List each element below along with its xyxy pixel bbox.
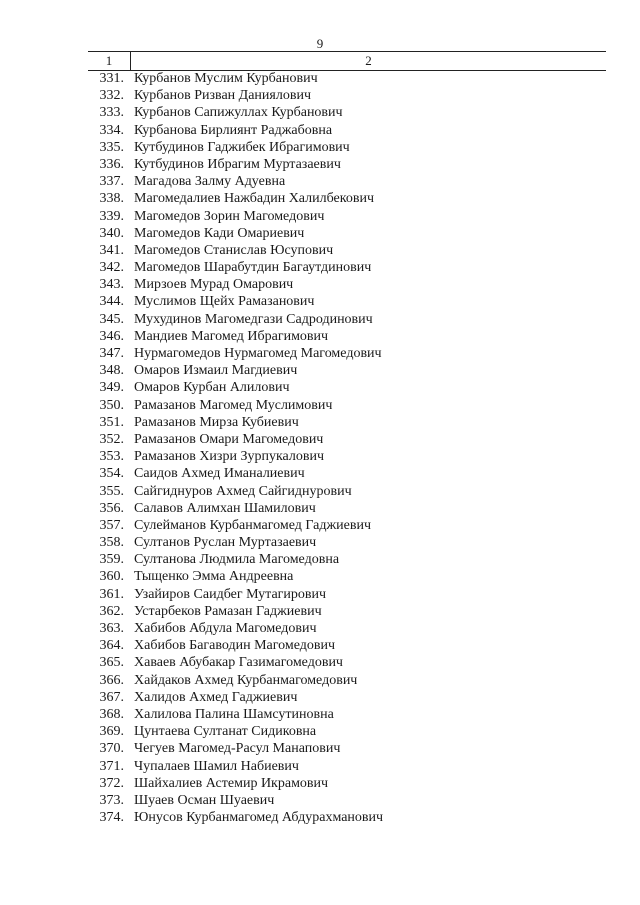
list-item xyxy=(0,672,640,689)
list-item xyxy=(0,225,640,242)
row-name: Кутбудинов Гаджибек Ибрагимович xyxy=(134,139,350,155)
row-name: Магомедов Станислав Юсупович xyxy=(134,242,334,258)
list-item xyxy=(0,259,640,276)
list-item xyxy=(0,465,640,482)
row-number: 369. xyxy=(99,724,124,740)
list-item xyxy=(0,190,640,207)
row-number: 339. xyxy=(99,208,124,224)
row-number: 351. xyxy=(99,414,124,430)
row-name: Рамазанов Хизри Зурпукалович xyxy=(134,449,325,465)
row-number: 333. xyxy=(99,105,124,121)
row-number: 344. xyxy=(99,294,124,310)
row-number: 337. xyxy=(99,174,124,190)
list-item xyxy=(0,242,640,259)
row-number: 342. xyxy=(99,260,124,276)
list-item xyxy=(0,276,640,293)
row-name: Рамазанов Омари Магомедович xyxy=(134,431,324,447)
row-number: 368. xyxy=(99,706,124,722)
list-item xyxy=(0,758,640,775)
row-number: 374. xyxy=(99,810,124,826)
row-name: Магомедов Шарабутдин Багаутдинович xyxy=(134,260,372,276)
row-number: 359. xyxy=(99,552,124,568)
row-name: Магомедалиев Нажбадин Халилбекович xyxy=(134,191,374,207)
row-number: 335. xyxy=(99,139,124,155)
list-item xyxy=(0,293,640,310)
row-name: Сулейманов Курбанмагомед Гаджиевич xyxy=(134,517,371,533)
list-item xyxy=(0,87,640,104)
list-item xyxy=(0,139,640,156)
row-name: Устарбеков Рамазан Гаджиевич xyxy=(134,603,322,619)
list-item xyxy=(0,740,640,757)
row-number: 341. xyxy=(99,242,124,258)
list-item xyxy=(0,534,640,551)
table-header-col-2: 2 xyxy=(365,53,372,68)
row-number: 345. xyxy=(99,311,124,327)
list-item xyxy=(0,208,640,225)
row-name: Чупалаев Шамил Набиевич xyxy=(134,758,299,774)
row-name: Султанова Людмила Магомедовна xyxy=(134,552,340,568)
row-number: 332. xyxy=(99,88,124,104)
row-name: Кутбудинов Ибрагим Муртазаевич xyxy=(134,156,341,172)
row-name: Султанов Руслан Муртазаевич xyxy=(134,535,317,551)
row-number: 371. xyxy=(99,758,124,774)
row-number: 364. xyxy=(99,638,124,654)
row-number: 340. xyxy=(99,225,124,241)
list-item xyxy=(0,483,640,500)
list-item xyxy=(0,397,640,414)
row-name: Хабибов Абдула Магомедович xyxy=(134,621,317,636)
row-name: Мирзоев Мурад Омарович xyxy=(134,277,294,293)
list-item xyxy=(0,586,640,603)
row-number: 353. xyxy=(99,449,124,465)
list-item xyxy=(0,414,640,431)
row-name: Омаров Измаил Магдиевич xyxy=(134,363,298,379)
list-item xyxy=(0,70,640,87)
row-name: Муслимов Щейх Рамазанович xyxy=(134,294,315,310)
row-name: Омаров Курбан Алилович xyxy=(134,380,290,396)
row-name: Тыщенко Эмма Андреевна xyxy=(134,569,294,585)
row-number: 357. xyxy=(99,517,124,533)
row-number: 350. xyxy=(99,397,124,413)
row-name: Магадова Залму Адуевна xyxy=(134,174,286,190)
list-item xyxy=(0,792,640,809)
list-item xyxy=(0,156,640,173)
row-name: Сайгиднуров Ахмед Сайгиднурович xyxy=(134,483,352,499)
list-item xyxy=(0,637,640,654)
row-number: 365. xyxy=(99,655,124,671)
row-number: 373. xyxy=(99,792,124,808)
list-item xyxy=(0,775,640,792)
list-item xyxy=(0,173,640,190)
row-name: Мухудинов Магомедгази Садродинович xyxy=(134,311,373,327)
list-item xyxy=(0,104,640,121)
row-number: 336. xyxy=(99,156,124,172)
list-item xyxy=(0,379,640,396)
list-item xyxy=(0,345,640,362)
row-number: 370. xyxy=(99,741,124,757)
row-number: 347. xyxy=(99,346,124,361)
row-name: Узайиров Саидбег Мутагирович xyxy=(134,586,327,602)
row-name: Халидов Ахмед Гаджиевич xyxy=(134,689,298,705)
list-item xyxy=(0,689,640,706)
row-number: 360. xyxy=(99,569,124,585)
row-name: Курбанов Муслим Курбанович xyxy=(134,71,318,86)
row-name: Халилова Палина Шамсутиновна xyxy=(134,706,334,722)
row-name: Рамазанов Мирза Кубиевич xyxy=(134,414,299,430)
row-name: Чегуев Магомед-Расул Манапович xyxy=(134,741,341,757)
table-header xyxy=(88,51,606,71)
row-number: 355. xyxy=(99,483,124,499)
name-list xyxy=(0,70,640,826)
row-number: 356. xyxy=(99,500,124,516)
list-item xyxy=(0,431,640,448)
row-number: 349. xyxy=(99,380,124,396)
row-number: 354. xyxy=(99,466,124,482)
row-name: Шуаев Осман Шуаевич xyxy=(134,792,275,808)
list-item xyxy=(0,603,640,620)
list-item xyxy=(0,654,640,671)
row-name: Мандиев Магомед Ибрагимович xyxy=(134,328,329,344)
row-name: Хабибов Багаводин Магомедович xyxy=(134,638,336,654)
row-name: Нурмагомедов Нурмагомед Магомедович xyxy=(134,346,382,361)
list-item xyxy=(0,311,640,328)
row-number: 348. xyxy=(99,363,124,379)
row-name: Цунтаева Султанат Сидиковна xyxy=(134,724,317,740)
list-item xyxy=(0,517,640,534)
list-item xyxy=(0,500,640,517)
list-item xyxy=(0,809,640,826)
row-number: 358. xyxy=(99,535,124,551)
row-number: 363. xyxy=(99,621,124,636)
row-name: Курбанова Бирлиянт Раджабовна xyxy=(134,122,333,138)
row-name: Юнусов Курбанмагомед Абдурахманович xyxy=(134,810,384,826)
row-name: Салавов Алимхан Шамилович xyxy=(134,500,316,516)
list-item xyxy=(0,448,640,465)
row-name: Магомедов Зорин Магомедович xyxy=(134,208,325,224)
list-item xyxy=(0,568,640,585)
row-name: Курбанов Ризван Даниялович xyxy=(134,88,311,104)
list-item xyxy=(0,328,640,345)
row-number: 362. xyxy=(99,603,124,619)
row-number: 346. xyxy=(99,328,124,344)
row-name: Хаваев Абубакар Газимагомедович xyxy=(134,655,343,671)
row-number: 331. xyxy=(99,71,124,86)
row-number: 338. xyxy=(99,191,124,207)
list-item xyxy=(0,551,640,568)
list-item xyxy=(0,362,640,379)
row-name: Магомедов Кади Омариевич xyxy=(134,225,305,241)
row-number: 361. xyxy=(99,586,124,602)
row-number: 352. xyxy=(99,431,124,447)
list-item xyxy=(0,706,640,723)
row-number: 366. xyxy=(99,672,124,688)
page-number: 9 xyxy=(316,36,324,51)
row-number: 367. xyxy=(99,689,124,705)
list-item xyxy=(0,122,640,139)
table-header-col-1: 1 xyxy=(88,52,131,70)
row-name: Хайдаков Ахмед Курбанмагомедович xyxy=(134,672,358,688)
row-number: 372. xyxy=(99,775,124,791)
list-item xyxy=(0,620,640,637)
row-name: Рамазанов Магомед Муслимович xyxy=(134,397,333,413)
row-number: 343. xyxy=(99,277,124,293)
row-number: 334. xyxy=(99,122,124,138)
row-name: Курбанов Сапижуллах Курбанович xyxy=(134,105,343,121)
row-name: Шайхалиев Астемир Икрамович xyxy=(134,775,329,791)
list-item xyxy=(0,723,640,740)
row-name: Саидов Ахмед Иманалиевич xyxy=(134,466,305,482)
